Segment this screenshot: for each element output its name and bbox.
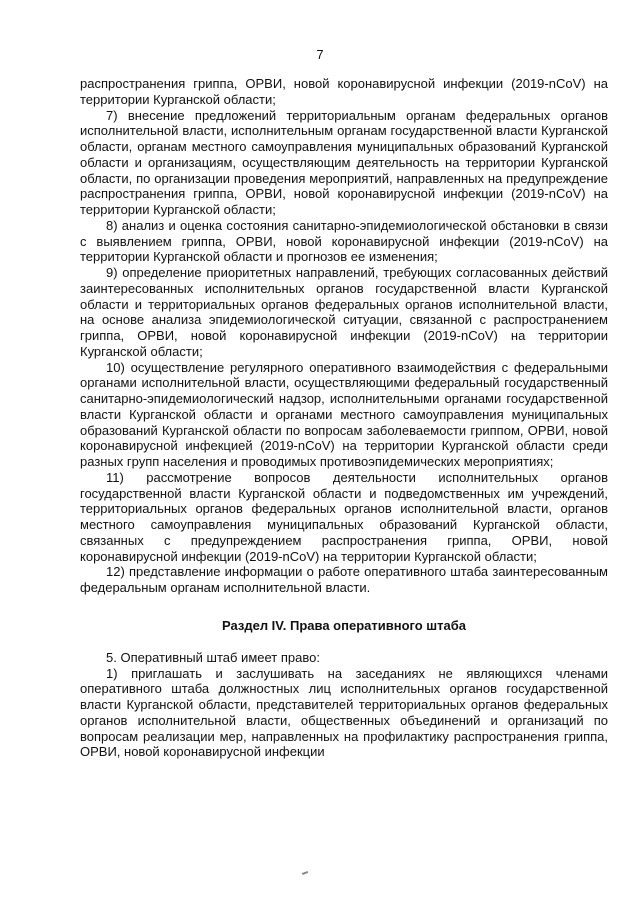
paragraph-item-7: 7) внесение предложений территориальным органам федеральных органов исполнительной власти, исполнительным органам государственной власти Курганской области, органам местного самоуправления муниципальных образований Курганской области и организациям, осуществляющим деятельность на территории Курганской области, по организации проведения мероприятий, направленных на предупреждение распространения гриппа, ОРВИ, новой коронавирусной инфекции (2019-nCoV) на территории Курганской области; xyxy=(80,107,608,217)
paragraph-clause-5: 5. Оперативный штаб имеет право: xyxy=(106,649,320,665)
section-heading: Раздел IV. Права оперативного штаба xyxy=(221,617,467,633)
paragraph-item-9: 9) определение приоритетных направлений, требующих согласованных действий заинтересованных исполнительных органов государственной власти Курганской области и территориальных органов федеральных органов исполнительной власти, на основе анализа эпидемиологической ситуации, связанной с распространением гриппа, ОРВИ, новой коронавирусной инфекции (2019-nCoV) на территории Курганской области; xyxy=(80,265,608,359)
paragraph-right-1: 1) приглашать и заслушивать на заседаниях не являющихся членами оперативного штаба должностных лиц исполнительных органов государственной власти Курганской области, представителей территориальных органов федеральных органов исполнительной власти, общественных объединений и организаций по вопросам реализации мер, направленных на профилактику распространения гриппа, ОРВИ, новой коронавирусной инфекции xyxy=(80,665,608,760)
paragraph-item-10: 10) осуществление регулярного оперативного взаимодействия с федеральными органами исполнительной власти, осуществляющими федеральный государственный санитарно-эпидемиологический надзор, исполнительными органами государственной власти Курганской области и органами местного самоуправления муниципальных образований Курганской области по вопросам заболеваемости гриппом, ОРВИ, новой коронавирусной инфекцией (2019-nCoV) на территории Курганской области среди разных групп населения и проводимых противоэпидемических мероприятиях; xyxy=(80,359,608,469)
page-number: 7 xyxy=(316,47,324,62)
paragraph-continuation: распространения гриппа, ОРВИ, новой коронавирусной инфекции (2019-nCoV) на территории Курганской области; xyxy=(80,76,608,107)
scan-mark xyxy=(302,871,308,875)
paragraph-item-8: 8) анализ и оценка состояния санитарно-эпидемиологической обстановки в связи с выявлением гриппа, ОРВИ, новой коронавирусной инфекции (2019-nCoV) на территории Курганской области и прогнозов ее изменения; xyxy=(80,217,608,265)
document-body xyxy=(80,76,608,760)
paragraph-item-11: 11) рассмотрение вопросов деятельности исполнительных органов государственной власти Курганской области и подведомственных им учреждений, территориальных органов федеральных органов исполнительной власти, органов местного самоуправления муниципальных образований Курганской области, связанных с предупреждением распространения гриппа, ОРВИ, новой коронавирусной инфекции (2019-nCoV) на территории Курганской области; xyxy=(80,469,608,564)
paragraph-item-12: 12) представление информации о работе оперативного штаба заинтересованным федеральным органам исполнительной власти. xyxy=(80,564,608,595)
